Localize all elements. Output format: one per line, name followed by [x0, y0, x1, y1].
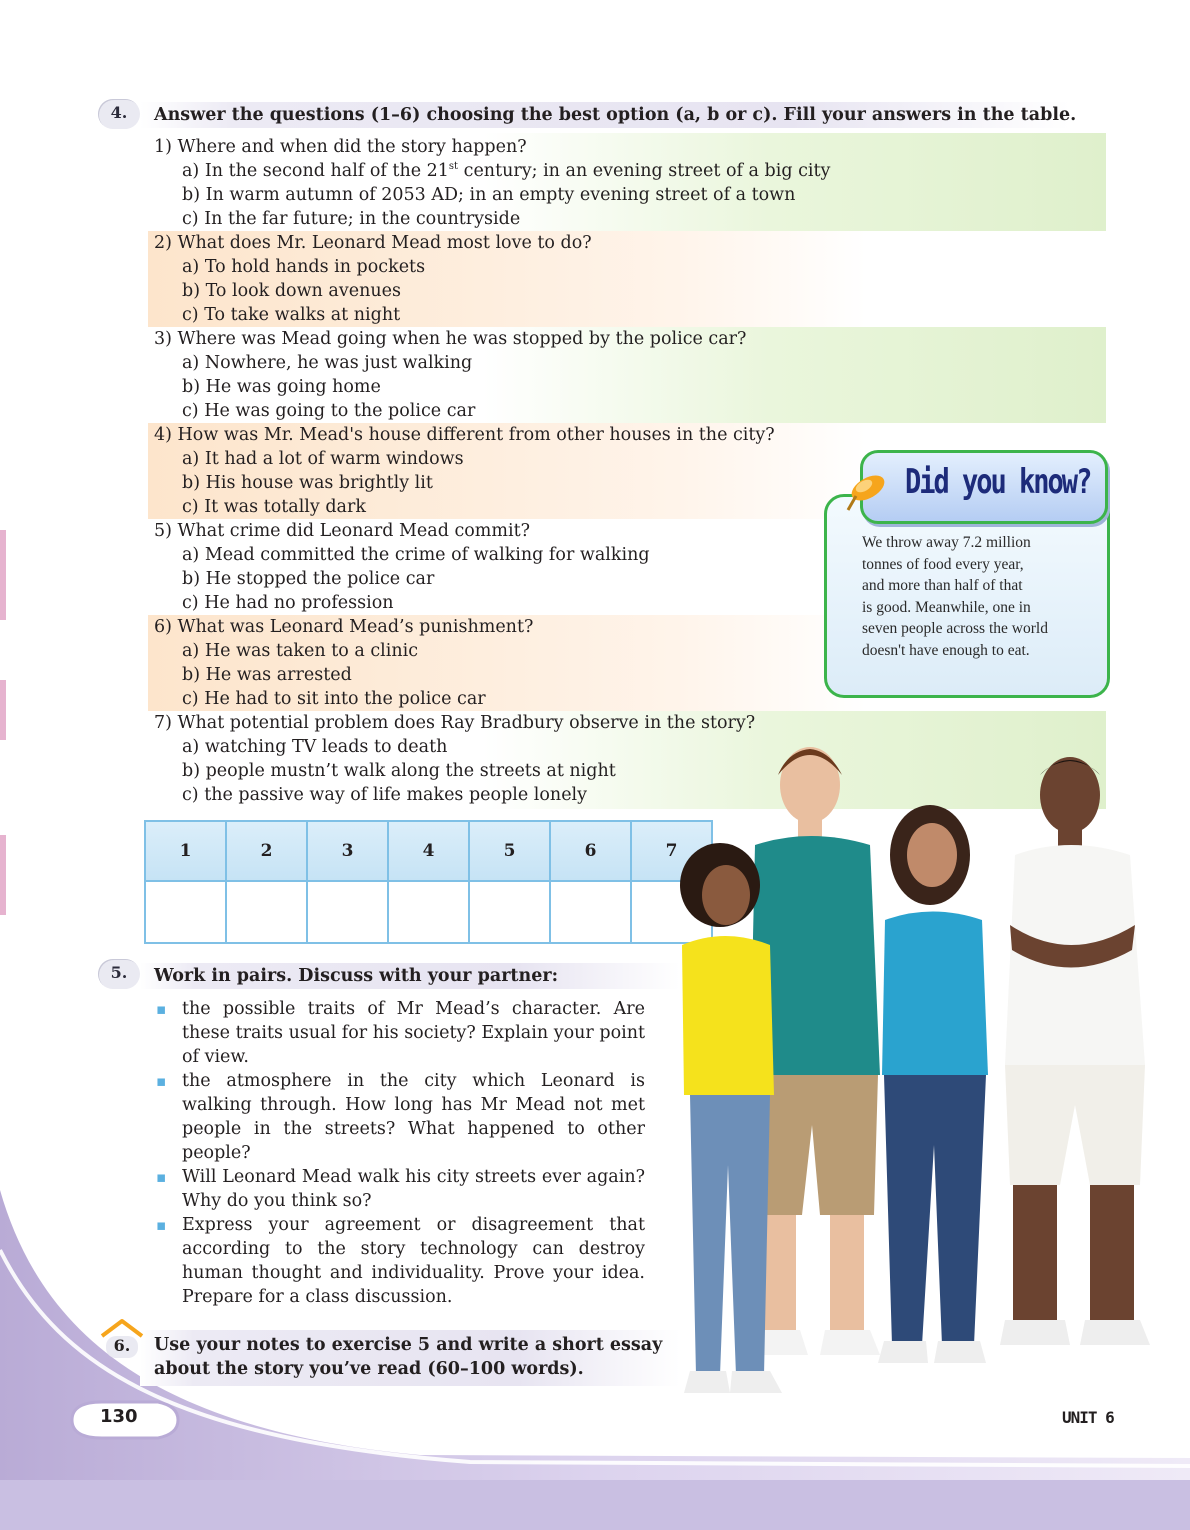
exercise-6-instruction-line2: about the story you’ve read (60–100 words). — [154, 1359, 584, 1379]
question-4-option-c: c) It was totally dark — [182, 497, 366, 517]
question-3-option-a: a) Nowhere, he was just walking — [182, 353, 473, 373]
question-5-option-b: b) He stopped the police car — [182, 569, 435, 589]
exercise-6-badge: 6. — [113, 1336, 131, 1355]
question-7: 7) What potential problem does Ray Bradbury observe in the story? — [154, 713, 756, 733]
question-3-option-b: b) He was going home — [182, 377, 381, 397]
question-6: 6) What was Leonard Mead’s punishment? — [154, 617, 534, 637]
teen-figure — [1000, 757, 1150, 1345]
page-edge-tab — [0, 680, 6, 740]
question-6-option-a: a) He was taken to a clinic — [182, 641, 419, 661]
question-6-option-b: b) He was arrested — [182, 665, 352, 685]
exercise-6-instruction-line1: Use your notes to exercise 5 and write a short essay — [154, 1335, 663, 1355]
discussion-point: Express your agreement or disagreement that according to the story technology can destroy human thought and individuality. Prove your idea. Prepare for a class discussion. — [182, 1215, 645, 1307]
students-photo — [670, 745, 1170, 1405]
exercise-5-badge: 5. — [98, 959, 140, 989]
question-7-option-c: c) the passive way of life makes people lonely — [182, 785, 588, 805]
answer-cell[interactable] — [145, 881, 226, 943]
answer-table-header: 5 — [469, 821, 550, 881]
bullet-marker: ▪ — [156, 1168, 167, 1186]
question-2: 2) What does Mr. Leonard Mead most love to do? — [154, 233, 592, 253]
page-number: 130 — [100, 1406, 138, 1427]
answer-cell[interactable] — [307, 881, 388, 943]
answer-cell[interactable] — [469, 881, 550, 943]
answer-table-header: 7 — [631, 821, 712, 881]
answer-table-header: 6 — [550, 821, 631, 881]
question-4: 4) How was Mr. Mead's house different from other houses in the city? — [154, 425, 775, 445]
teen-figure — [878, 805, 988, 1363]
bullet-marker: ▪ — [156, 1000, 167, 1018]
question-7-option-a: a) watching TV leads to death — [182, 737, 448, 757]
question-2-option-c: c) To take walks at night — [182, 305, 401, 325]
question-1-option-c: c) In the far future; in the countryside — [182, 209, 521, 229]
question-1: 1) Where and when did the story happen? — [154, 137, 527, 157]
fact-line: tonnes of food every year, — [862, 555, 1024, 573]
fact-line: and more than half of that — [862, 577, 1023, 594]
exercise-4-instruction: Answer the questions (1–6) choosing the best option (a, b or c). Fill your answers in the table. — [154, 105, 1077, 125]
discussion-point: the atmosphere in the city which Leonard is walking through. How long has Mr Mead not met people in the streets? What happened to other people? — [182, 1071, 645, 1163]
exercise-4-badge: 4. — [98, 99, 140, 129]
answer-table-header: 1 — [145, 821, 226, 881]
did-you-know-text — [862, 532, 1098, 661]
question-1-option-a: a) In the second half of the 21st century; in an evening street of a big city — [182, 161, 831, 181]
discussion-point: Will Leonard Mead walk his city streets ever again? Why do you think so? — [182, 1167, 645, 1211]
unit-label: UNIT 6 — [1062, 1408, 1114, 1427]
answer-table — [144, 820, 713, 944]
question-3-option-c: c) He was going to the police car — [182, 401, 476, 421]
question-6-option-c: c) He had to sit into the police car — [182, 689, 486, 709]
did-you-know-title-banner — [860, 450, 1108, 524]
answer-table-header: 4 — [388, 821, 469, 881]
fact-line: seven people across the world — [862, 620, 1048, 637]
bullet-marker: ▪ — [156, 1072, 167, 1090]
question-7-option-b: b) people mustn’t walk along the streets at night — [182, 761, 616, 781]
page-edge-tab — [0, 835, 6, 915]
answer-cell[interactable] — [226, 881, 307, 943]
exercise-5-instruction: Work in pairs. Discuss with your partner: — [154, 966, 559, 986]
answer-table-header: 3 — [307, 821, 388, 881]
pin-icon — [840, 470, 892, 514]
question-4-option-a: a) It had a lot of warm windows — [182, 449, 464, 469]
question-1-option-b: b) In warm autumn of 2053 AD; in an empty evening street of a town — [182, 185, 796, 205]
answer-table-header: 2 — [226, 821, 307, 881]
question-4-option-b: b) His house was brightly lit — [182, 473, 433, 493]
question-5: 5) What crime did Leonard Mead commit? — [154, 521, 531, 541]
question-5-option-a: a) Mead committed the crime of walking for walking — [182, 545, 650, 565]
fact-line: doesn't have enough to eat. — [862, 641, 1030, 659]
did-you-know-title: Did you know? — [905, 463, 1091, 502]
answer-cell[interactable] — [388, 881, 469, 943]
fact-line: We throw away 7.2 million — [862, 534, 1031, 551]
answer-cell[interactable] — [550, 881, 631, 943]
question-5-option-c: c) He had no profession — [182, 593, 394, 613]
fact-line: is good. Meanwhile, one in — [862, 598, 1031, 616]
question-3: 3) Where was Mead going when he was stopped by the police car? — [154, 329, 747, 349]
question-2-option-a: a) To hold hands in pockets — [182, 257, 426, 277]
question-2-option-b: b) To look down avenues — [182, 281, 401, 301]
bullet-marker: ▪ — [156, 1216, 167, 1234]
discussion-point: the possible traits of Mr Mead’s character. Are these traits usual for his society? Explain your point of view. — [182, 999, 645, 1067]
page-edge-tab — [0, 530, 6, 620]
